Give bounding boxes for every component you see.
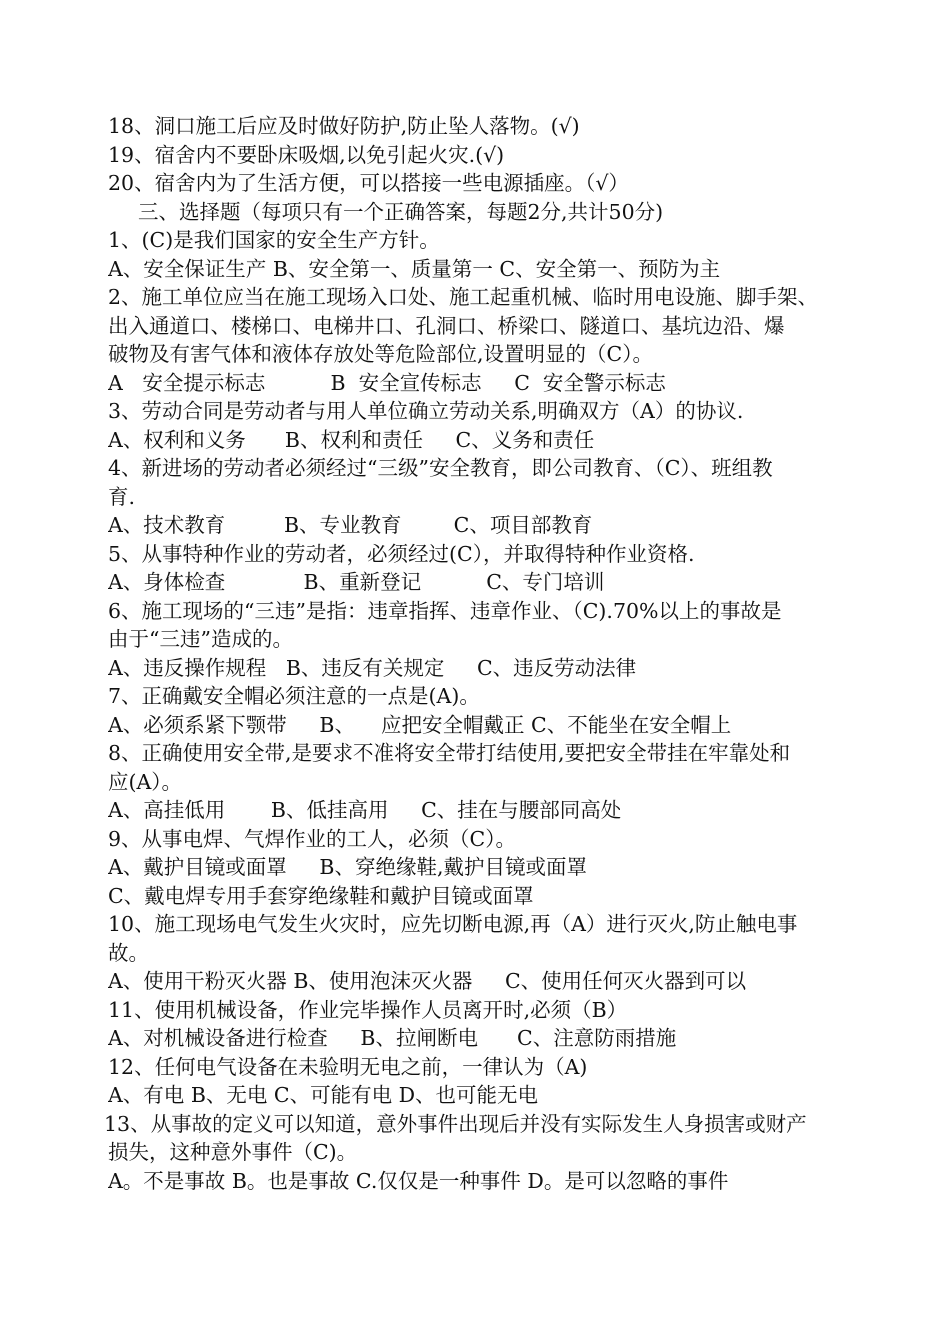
question-line: 由于“三违”造成的。: [108, 627, 293, 651]
question-line: 损失，这种意外事件（C)。: [108, 1140, 358, 1164]
question-line: 13、从事故的定义可以知道，意外事件出现后并没有实际发生人身损害或财产: [104, 1111, 807, 1136]
options-line: A、对机械设备进行检查 B、拉闸断电 C、注意防雨措施: [108, 1026, 677, 1050]
question-line: 出入通道口、楼梯口、电梯井口、孔洞口、桥梁口、隧道口、基坑边沿、爆: [108, 313, 785, 338]
options-line: A、技术教育 B、专业教育 C、项目部教育: [108, 513, 593, 537]
question-line: 破物及有害气体和液体存放处等危险部位,设置明显的（C）。: [108, 342, 653, 366]
question-line: 7、正确戴安全帽必须注意的一点是(A)。: [108, 684, 480, 708]
section-heading: 三、选择题（每项只有一个正确答案，每题2分,共计50分): [138, 199, 664, 224]
text-line: 19、宿舍内不要卧床吸烟,以免引起火灾.(√): [108, 142, 505, 167]
question-line: 4、新进场的劳动者必须经过“三级”安全教育，即公司教育、（C）、班组教: [108, 456, 773, 480]
options-line: A、使用干粉灭火器 B、使用泡沫灭火器 C、使用任何灭火器到可以: [108, 969, 747, 993]
options-line: A、安全保证生产 B、安全第一、质量第一 C、安全第一、预防为主: [108, 256, 721, 281]
question-line: 3、劳动合同是劳动者与用人单位确立劳动关系,明确双方（A）的协议.: [108, 399, 744, 423]
options-line: A。不是事故 B。也是事故 C.仅仅是一种事件 D。是可以忽略的事件: [108, 1168, 729, 1193]
options-line: A、权利和义务 B、权利和责任 C、义务和责任: [108, 427, 595, 452]
options-line: A、有电 B、无电 C、可能有电 D、也可能无电: [108, 1083, 539, 1107]
options-line: A、高挂低用 B、低挂高用 C、挂在与腰部同高处: [108, 798, 622, 822]
question-line: 2、施工单位应当在施工现场入口处、施工起重机械、临时用电设施、脚手架、: [108, 285, 819, 309]
question-line: 12、任何电气设备在未验明无电之前，一律认为（A): [108, 1054, 588, 1079]
options-line: A、违反操作规程 B、违反有关规定 C、违反劳动法律: [108, 655, 637, 680]
question-line: 11、使用机械设备，作业完毕操作人员离开时,必须（B）: [108, 997, 628, 1022]
options-line: A、戴护目镜或面罩 B、穿绝缘鞋,戴护目镜或面罩: [108, 855, 587, 879]
text-line: 20、宿舍内为了生活方便，可以搭接一些电源插座。（√）: [108, 171, 629, 195]
options-line: C、戴电焊专用手套穿绝缘鞋和戴护目镜或面罩: [108, 883, 534, 908]
question-line: 9、从事电焊、气焊作业的工人，必须（C）。: [108, 826, 516, 851]
options-line: A 安全提示标志 B 安全宣传标志 C 安全警示标志: [108, 370, 666, 395]
question-line: 应(A）。: [108, 769, 183, 794]
options-line: A、身体检查 B、重新登记 C、专门培训: [108, 570, 605, 594]
question-line: 1、(C)是我们国家的安全生产方针。: [108, 228, 440, 252]
options-line: A、必须系紧下颚带 B、 应把安全帽戴正 C、不能坐在安全帽上: [108, 712, 732, 737]
question-line: 5、从事特种作业的劳动者，必须经过(C），并取得特种作业资格.: [108, 541, 695, 566]
question-line: 6、施工现场的“三违”是指：违章指挥、违章作业、（C).70%以上的事故是: [108, 598, 782, 623]
document-body: [104, 112, 878, 1195]
question-line: 故。: [108, 940, 149, 965]
text-line: 18、洞口施工后应及时做好防护,防止坠人落物。(√): [108, 114, 580, 138]
question-line: 8、正确使用安全带,是要求不准将安全带打结使用,要把安全带挂在牢靠处和: [108, 741, 791, 765]
question-line: 10、施工现场电气发生火灾时，应先切断电源,再（A）进行灭火,防止触电事: [108, 912, 798, 936]
question-line: 育.: [108, 484, 136, 509]
